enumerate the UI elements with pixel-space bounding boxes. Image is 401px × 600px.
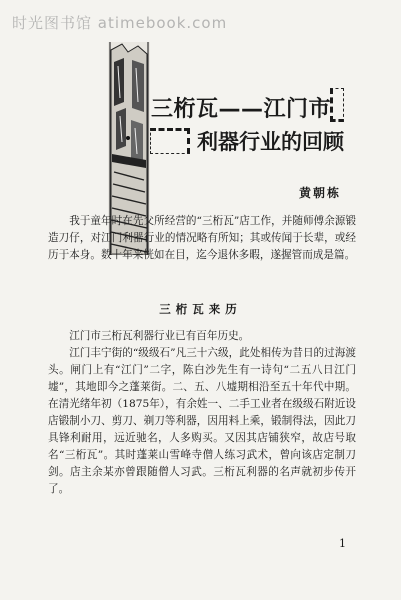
section-heading: 三桁瓦来历 <box>159 302 242 316</box>
article-title-line1: 三桁瓦——江门市 <box>151 97 332 122</box>
section-paragraph: 江门丰宁街的“级级石”凡三十六级，此处相传为昔日的过海渡头。闸门上有“江门”二字，陈白沙先生有一诗句“二五八日江门墟”，其地即今之蓬莱街。二、五、八墟期相沿至五十年代中期。在清光绪年初（1875年），有余姓一、二手工业者在级级石附近设店锻制小刀、剪刀、剃刀等利器，因用料上乘，锻制得法，因此刀具锋利耐用，远近驰名，人多购买。又因其店铺狭窄，故店号取名“三桁瓦”。其时蓬莱山雪峰寺僧人练习武术，曾向该店定制刀剑。店主余某亦曾跟随僧人习武。三桁瓦利器的名声就初步传开了。 <box>48 347 356 495</box>
intro-paragraph-block <box>48 213 356 264</box>
title-bracket-right <box>330 88 344 122</box>
watermark: 时光图书馆 atimebook.com <box>12 14 228 32</box>
section-paragraph: 江门市三桁瓦利器行业已有百年历史。 <box>69 330 250 342</box>
section-body <box>48 328 356 498</box>
title-bracket-left <box>150 128 190 154</box>
author-name: 黄朝栋 <box>299 186 342 200</box>
intro-paragraph: 我于童年时在先父所经营的“三桁瓦”店工作，并随师傅余源锻造刀仔，对江门利器行业的情况略有所知；其或传闻于长辈，或经历于本身。数十年来恍如在目，迄今退休多暇，遂握管而成是篇。 <box>48 215 356 261</box>
page-number: 1 <box>339 537 346 550</box>
article-title-line2: 利器行业的回顾 <box>197 130 344 154</box>
